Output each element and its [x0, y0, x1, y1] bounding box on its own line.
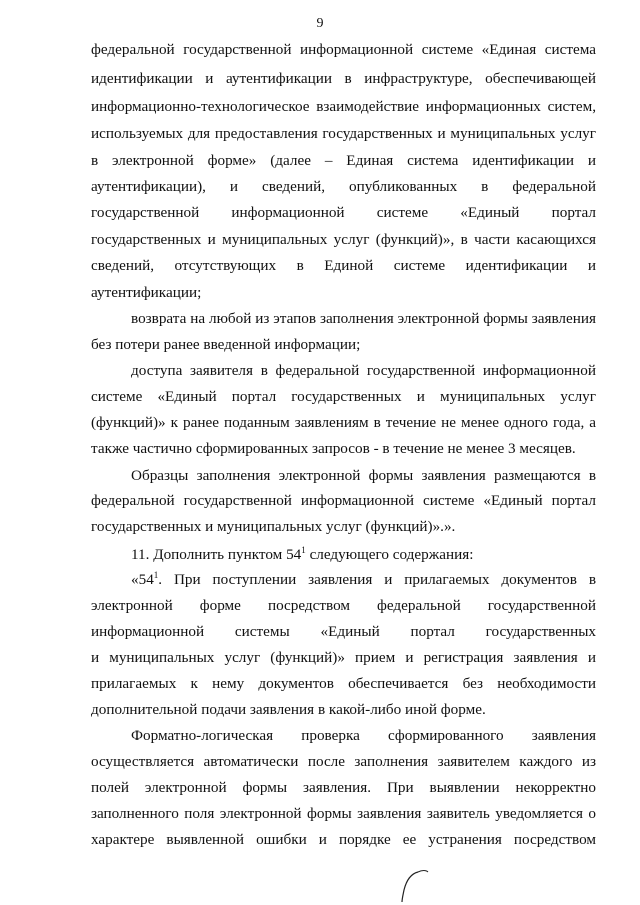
text-line: федеральной государственной информационной системе «Единый портал — [91, 492, 596, 509]
item-54-line — [131, 570, 596, 590]
text-line: Образцы заполнения электронной формы заявления размещаются в — [131, 467, 596, 484]
text-line: Форматно-логическая проверка сформированного заявления — [131, 727, 596, 744]
text-line: государственных и муниципальных услуг (функций)».». — [91, 518, 456, 535]
text-line: системе «Единый портал государственных и муниципальных услуг — [91, 388, 596, 405]
text-line: прилагаемых к нему документов обеспечивается без необходимости — [91, 675, 596, 692]
superscript: 1 — [153, 569, 159, 580]
text-line: государственной информационной системе «Единый портал — [91, 204, 596, 221]
text-line: (функций)» к ранее поданным заявлениям в течение не менее одного года, а — [91, 414, 596, 431]
item-11-text: 11. Дополнить пунктом 54 — [131, 546, 302, 563]
text-line: аутентификации; — [91, 284, 202, 301]
item-11-tail: следующего содержания: — [305, 546, 474, 563]
text-line: возврата на любой из этапов заполнения электронной формы заявления — [131, 310, 596, 327]
text-line: дополнительной подачи заявления в какой-либо иной форме. — [91, 701, 486, 718]
text-line: доступа заявителя в федеральной государственной информационной — [131, 362, 596, 379]
signature-mark — [388, 864, 448, 904]
text-line: государственных и муниципальных услуг (функций)», в части касающихся — [91, 231, 596, 248]
text-line: заполненного поля электронной формы заявления заявитель уведомляется о — [91, 805, 596, 822]
text-line: характере выявленной ошибки и порядке ее устранения посредством — [91, 831, 596, 848]
text-line: информационной системы «Единый портал государственных — [91, 623, 596, 640]
text-line: сведений, отсутствующих в Единой системе идентификации и — [91, 257, 596, 274]
text-line: полей электронной формы заявления. При выявлении некорректно — [91, 779, 596, 796]
text-line: идентификации и аутентификации в инфраструктуре, обеспечивающей — [91, 70, 596, 87]
text-line: без потери ранее введенной информации; — [91, 336, 361, 353]
text-line: также частично сформированных запросов - в течение не менее 3 месяцев. — [91, 440, 576, 457]
text-line: аутентификации), и сведений, опубликованных в федеральной — [91, 178, 596, 195]
text-line: осуществляется автоматически после заполнения заявителем каждого из — [91, 753, 596, 770]
item-11-line — [131, 545, 596, 565]
text-line: в электронной форме» (далее – Единая система идентификации и — [91, 152, 596, 169]
page-number: 9 — [316, 16, 324, 31]
item-54-tail: . При поступлении заявления и прилагаемых документов в — [158, 571, 596, 588]
text-line: федеральной государственной информационной системе «Единая система — [91, 41, 596, 58]
text-line: и муниципальных услуг (функций)» прием и регистрация заявления и — [91, 649, 596, 666]
item-54-text: «54 — [131, 571, 154, 588]
text-line: электронной форме посредством федеральной государственной — [91, 597, 596, 614]
text-line: информационно-технологическое взаимодействие информационных систем, — [91, 98, 596, 115]
superscript: 1 — [301, 544, 306, 555]
text-line: используемых для предоставления государственных и муниципальных услуг — [91, 125, 596, 142]
